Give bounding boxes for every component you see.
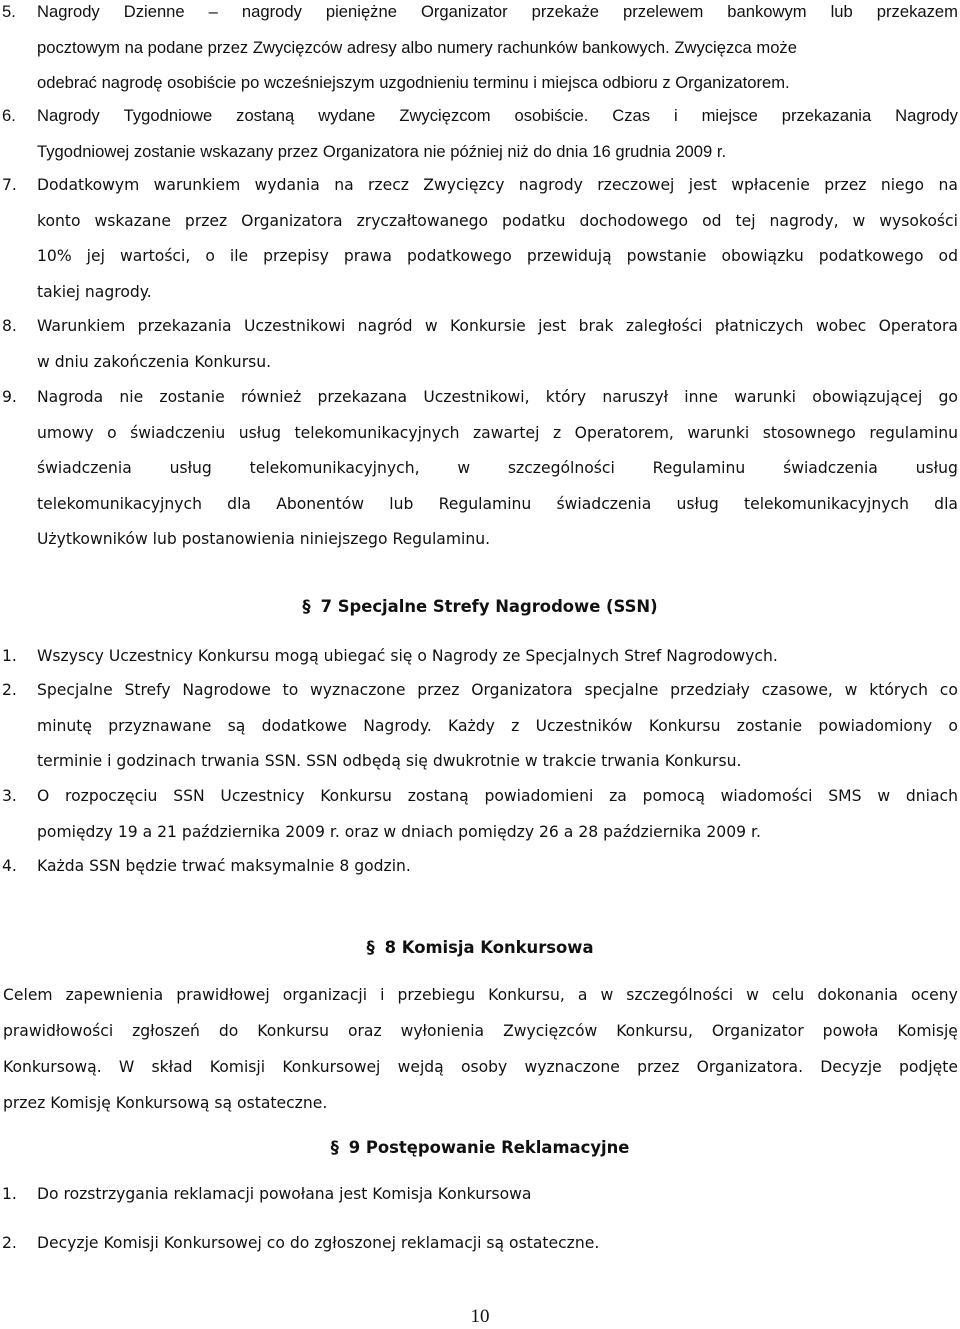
justified-text xyxy=(37,317,958,335)
justified-text xyxy=(37,495,958,513)
word: a xyxy=(577,986,588,1004)
word: czasowe, xyxy=(761,681,833,699)
word: skład xyxy=(151,1058,193,1076)
word: ile xyxy=(229,247,249,265)
word: nagrody, xyxy=(769,211,839,230)
justified-text xyxy=(3,1058,958,1076)
word: Konkursie xyxy=(449,317,526,335)
word: Nagroda xyxy=(37,388,104,406)
justified-text xyxy=(37,681,958,699)
word: zapewnienia xyxy=(65,986,164,1004)
word: wpłacenie xyxy=(731,176,810,194)
list-number: 2. xyxy=(2,681,17,699)
word: – xyxy=(208,2,218,21)
word: Konkursu xyxy=(257,1022,329,1040)
word: warunki xyxy=(734,388,796,406)
word: są xyxy=(227,716,246,735)
word: rozpoczęciu xyxy=(65,787,158,805)
word: stosownego xyxy=(762,423,856,442)
word: usług xyxy=(915,459,958,477)
word: Regulaminu xyxy=(438,494,532,513)
word: co xyxy=(939,681,958,699)
word: Uczestnicy xyxy=(220,787,305,805)
word: również xyxy=(240,388,302,406)
word: przekazania xyxy=(137,317,232,335)
word: Regulaminu xyxy=(652,459,746,477)
word: Tygodniowe xyxy=(123,106,213,125)
section-sign-icon: § xyxy=(302,597,311,616)
word: bankowym xyxy=(727,2,807,21)
word: rzeczowej xyxy=(597,176,675,194)
word: i xyxy=(380,986,385,1004)
word: minutę xyxy=(37,716,92,735)
text-line xyxy=(0,681,960,705)
word: dochodowego xyxy=(579,211,689,230)
list-number: 4. xyxy=(2,857,17,875)
word: który xyxy=(545,388,587,406)
word: dniach xyxy=(905,787,958,805)
word: brak xyxy=(578,317,614,335)
text-line xyxy=(0,1185,960,1209)
text-line xyxy=(0,1234,960,1258)
word: O xyxy=(37,787,50,805)
word: to xyxy=(282,681,299,699)
word: jest xyxy=(688,176,717,194)
word: wejdą xyxy=(397,1058,444,1076)
word: tej xyxy=(735,211,756,230)
word: Strefy xyxy=(124,681,171,699)
word: Nagrody xyxy=(37,106,100,125)
text-line xyxy=(0,752,960,776)
word: przekazania xyxy=(781,106,872,125)
word: Nagrody xyxy=(37,2,100,21)
line-text: pomiędzy 19 a 21 października 2009 r. oraz w dniach pomiędzy 26 a 28 października 2009 r. xyxy=(37,822,761,841)
word: Dzienne xyxy=(123,2,185,21)
word: świadczeniu xyxy=(130,423,226,442)
word: Abonentów xyxy=(276,494,365,513)
word: usług xyxy=(238,423,282,442)
word: Warunkiem xyxy=(37,317,126,335)
word: za xyxy=(609,787,627,805)
line-text: w dniu zakończenia Konkursu. xyxy=(37,352,272,371)
word: Specjalne xyxy=(37,681,113,699)
word: celu xyxy=(771,986,805,1004)
word: przekazana xyxy=(317,388,408,406)
word: naruszył xyxy=(602,388,669,406)
section-7-heading xyxy=(0,597,960,616)
word: miejsce xyxy=(701,106,758,125)
word: przez xyxy=(824,176,867,194)
section-sign-icon: § xyxy=(330,1138,339,1157)
word: organizacji xyxy=(282,986,368,1004)
word: Komisji xyxy=(209,1058,266,1076)
word: których xyxy=(869,681,928,699)
word: zgłoszeń xyxy=(132,1022,200,1040)
word: SMS xyxy=(828,787,862,805)
word: wskazane xyxy=(94,211,171,230)
word: podatku xyxy=(502,211,566,230)
text-line xyxy=(0,283,960,307)
word: usług xyxy=(676,494,719,513)
word: Konkursowej xyxy=(282,1058,381,1076)
line-text: Do rozstrzygania reklamacji powołana jest Komisja Konkursowa xyxy=(37,1185,532,1203)
word: osoby xyxy=(460,1058,508,1076)
justified-text xyxy=(3,1022,958,1040)
word: zostaną xyxy=(236,106,295,125)
word: Organizator xyxy=(711,1022,804,1040)
word: Operatora xyxy=(878,317,958,335)
word: dokonania xyxy=(817,986,898,1004)
text-line xyxy=(0,1022,960,1046)
justified-text xyxy=(37,212,958,230)
word: dla xyxy=(934,494,958,513)
word: zawartej xyxy=(472,423,540,442)
word: Organizatora xyxy=(471,681,573,699)
word: zostaną xyxy=(407,787,469,805)
word: nagrody xyxy=(518,176,583,194)
word: przekaże xyxy=(531,2,600,21)
word: od xyxy=(702,211,722,230)
text-line xyxy=(0,1058,960,1082)
word: przekazem xyxy=(876,2,958,21)
word: wiadomości xyxy=(720,787,813,805)
justified-text xyxy=(3,986,958,1004)
word: Dodatkowym xyxy=(37,176,140,194)
word: o xyxy=(205,247,215,265)
text-line xyxy=(0,787,960,811)
word: dla xyxy=(227,494,251,513)
word: na xyxy=(334,176,354,194)
word: powstanie xyxy=(626,247,707,265)
text-line xyxy=(0,647,960,671)
section-sign-icon: § xyxy=(366,938,375,957)
line-text: Użytkowników lub postanowienia niniejszego Regulaminu. xyxy=(37,530,491,548)
word: wyznaczone xyxy=(524,1058,620,1076)
text-line xyxy=(0,857,960,881)
word: powiadomieni xyxy=(484,787,594,805)
word: zostanie xyxy=(159,388,225,406)
word: przedziały xyxy=(670,681,750,699)
line-text: Tygodniowej zostanie wskazany przez Organizatora nie później niż do dnia 16 grudnia 2009 r. xyxy=(37,141,727,161)
word: podatkowego xyxy=(818,247,924,265)
word: prawa xyxy=(343,247,392,265)
word: pomocą xyxy=(642,787,705,805)
word: inne xyxy=(684,388,718,406)
word: nagrody xyxy=(241,2,302,21)
word: umowy xyxy=(37,423,94,442)
text-line xyxy=(0,2,960,26)
word: w xyxy=(424,317,438,335)
word: szczególności xyxy=(507,459,615,477)
text-line xyxy=(0,823,960,847)
word: lub xyxy=(830,2,853,21)
word: przyznawane xyxy=(108,716,212,735)
word: Celem xyxy=(3,986,53,1004)
list-number: 9. xyxy=(2,388,17,406)
justified-text xyxy=(37,2,958,22)
word: przebiegu xyxy=(397,986,476,1004)
word: w xyxy=(746,986,759,1004)
list-number: 7. xyxy=(2,176,17,194)
line-text: Decyzje Komisji Konkursowej co do zgłoszonej reklamacji są ostateczne. xyxy=(37,1234,600,1252)
word: lub xyxy=(389,494,414,513)
justified-text xyxy=(37,106,958,126)
word: Nagrody. xyxy=(363,716,432,735)
section-heading-text: 9 Postępowanie Reklamacyjne xyxy=(348,1138,630,1157)
word: Nagrody xyxy=(895,106,958,125)
text-line xyxy=(0,176,960,200)
text-line xyxy=(0,388,960,412)
word: telekomunikacyjnych xyxy=(37,494,202,513)
word: od xyxy=(938,247,958,265)
word: Operatorem, xyxy=(574,423,674,442)
word: o xyxy=(948,716,958,735)
justified-text xyxy=(37,787,958,805)
justified-text xyxy=(37,176,958,194)
text-line xyxy=(0,459,960,483)
line-text: przez Komisję Konkursową są ostateczne. xyxy=(3,1094,328,1112)
word: w xyxy=(457,459,471,477)
word: obowiązku xyxy=(721,247,804,265)
word: z xyxy=(552,423,562,442)
section-9-heading xyxy=(0,1138,960,1157)
word: W xyxy=(118,1058,135,1076)
word: Komisję xyxy=(897,1022,958,1040)
word: prawidłowej xyxy=(176,986,270,1004)
word: telekomunikacyjnych xyxy=(294,423,460,442)
word: wysokości xyxy=(879,211,958,230)
line-text: takiej nagrody. xyxy=(37,282,152,301)
word: na xyxy=(938,176,958,194)
word: jest xyxy=(538,317,567,335)
word: obowiązującej xyxy=(812,388,923,406)
list-number: 5. xyxy=(2,2,16,21)
word: wydania xyxy=(254,176,320,194)
word: w xyxy=(852,211,866,230)
word: wyłonienia xyxy=(400,1022,485,1040)
word: wyznaczone xyxy=(310,681,406,699)
word: wobec xyxy=(815,317,867,335)
word: podatkowego xyxy=(407,247,512,265)
word: świadczenia xyxy=(556,494,652,513)
word: zostanie xyxy=(736,716,803,735)
word: go xyxy=(938,388,958,406)
justified-text xyxy=(37,424,958,442)
line-text: Każda SSN będzie trwać maksymalnie 8 godzin. xyxy=(37,857,411,875)
word: telekomunikacyjnych, xyxy=(249,459,420,477)
word: w xyxy=(844,681,858,699)
list-number: 1. xyxy=(2,647,17,665)
word: niego xyxy=(880,176,925,194)
word: Konkursu, xyxy=(488,986,565,1004)
word: świadczenia xyxy=(783,459,878,477)
text-line xyxy=(0,424,960,448)
word: powiadomiony xyxy=(818,716,933,735)
word: Uczestnikowi xyxy=(243,317,346,335)
word: osobiście. xyxy=(514,106,589,125)
word: przelewem xyxy=(623,2,704,21)
word: w xyxy=(877,787,891,805)
word: przewidują xyxy=(526,247,612,265)
word: w xyxy=(600,986,614,1004)
word: zryczałtowanego xyxy=(356,211,489,230)
word: Konkursu xyxy=(320,787,392,805)
word: pieniężne xyxy=(325,2,397,21)
text-line xyxy=(0,717,960,741)
word: oceny xyxy=(911,986,958,1004)
word: Konkursu, xyxy=(616,1022,693,1040)
justified-text xyxy=(37,388,958,406)
list-number: 8. xyxy=(2,317,17,335)
word: Organizator xyxy=(420,2,508,21)
line-text: pocztowym na podane przez Zwycięzców adresy albo numery rachunków bankowych. Zwycięzca może xyxy=(37,37,797,57)
word: przez xyxy=(637,1058,680,1076)
word: z xyxy=(511,716,520,735)
word: prawidłowości xyxy=(3,1022,114,1040)
text-line xyxy=(0,986,960,1010)
text-line xyxy=(0,106,960,130)
word: Zwycięzcom xyxy=(399,106,491,125)
section-heading-text: 7 Specjalne Strefy Nagrodowe (SSN) xyxy=(320,597,658,616)
word: Każdy xyxy=(448,716,495,735)
word: regulaminu xyxy=(869,423,958,442)
word: Uczestników xyxy=(535,716,633,735)
word: zaległości xyxy=(625,317,703,335)
word: przez xyxy=(417,681,460,699)
text-line xyxy=(0,495,960,519)
justified-text xyxy=(37,717,958,735)
line-text: odebrać nagrodę osobiście po wcześniejszym uzgodnieniu terminu i miejsca odbioru z Organizatorem. xyxy=(37,73,790,92)
word: Nagrodowe xyxy=(182,681,271,699)
word: świadczenia xyxy=(37,459,132,477)
page-number: 10 xyxy=(470,1306,490,1327)
word: o xyxy=(107,423,117,442)
word: Czas xyxy=(612,106,651,125)
word: usług xyxy=(169,459,212,477)
section-8-heading xyxy=(0,938,960,957)
word: telekomunikacyjnych xyxy=(744,494,909,513)
text-line xyxy=(0,212,960,236)
justified-text xyxy=(37,459,958,477)
section-heading-text: 8 Komisja Konkursowa xyxy=(384,938,594,957)
word: przez xyxy=(184,211,228,230)
word: SSN xyxy=(173,787,205,805)
word: specjalne xyxy=(584,681,659,699)
word: rzecz xyxy=(368,176,409,194)
word: do xyxy=(218,1022,239,1040)
line-text: Wszyscy Uczestnicy Konkursu mogą ubiegać się o Nagrody ze Specjalnych Stref Nagrodowych. xyxy=(37,647,778,665)
word: jej xyxy=(86,247,105,265)
word: szczególności xyxy=(626,986,734,1004)
text-line xyxy=(0,317,960,341)
list-number: 3. xyxy=(2,787,17,805)
list-number: 6. xyxy=(2,106,16,125)
word: dodatkowe xyxy=(261,716,347,735)
word: Organizatora. xyxy=(696,1058,804,1076)
justified-text xyxy=(37,247,958,265)
word: warunkiem xyxy=(153,176,241,194)
text-line xyxy=(0,1094,960,1118)
word: podjęte xyxy=(898,1058,958,1076)
text-line xyxy=(0,142,960,166)
word: Konkursową. xyxy=(3,1058,102,1076)
word: wydane xyxy=(318,106,376,125)
text-line xyxy=(0,73,960,97)
word: Uczestnikowi, xyxy=(423,388,530,406)
word: przepisy xyxy=(263,247,329,265)
text-line xyxy=(0,353,960,377)
word: Konkursu xyxy=(648,716,721,735)
word: Organizatora xyxy=(241,211,343,230)
text-line xyxy=(0,247,960,271)
text-line xyxy=(0,530,960,554)
word: nagród xyxy=(357,317,413,335)
word: płatniczych xyxy=(714,317,804,335)
word: 10% xyxy=(37,247,72,265)
word: Decyzje xyxy=(820,1058,882,1076)
line-text: terminie i godzinach trwania SSN. SSN odbędą się dwukrotnie w trakcie trwania Konkursu. xyxy=(37,752,742,770)
word: konto xyxy=(37,211,81,230)
text-line xyxy=(0,38,960,62)
word: wartości, xyxy=(119,247,191,265)
list-number: 2. xyxy=(2,1234,17,1252)
word: powoła xyxy=(822,1022,879,1040)
word: Zwycięzców xyxy=(503,1022,598,1040)
list-number: 1. xyxy=(2,1185,17,1203)
word: warunki xyxy=(687,423,750,442)
word: Zwycięzcy xyxy=(423,176,505,194)
word: oraz xyxy=(347,1022,382,1040)
word: i xyxy=(673,106,678,125)
word: nie xyxy=(119,388,144,406)
